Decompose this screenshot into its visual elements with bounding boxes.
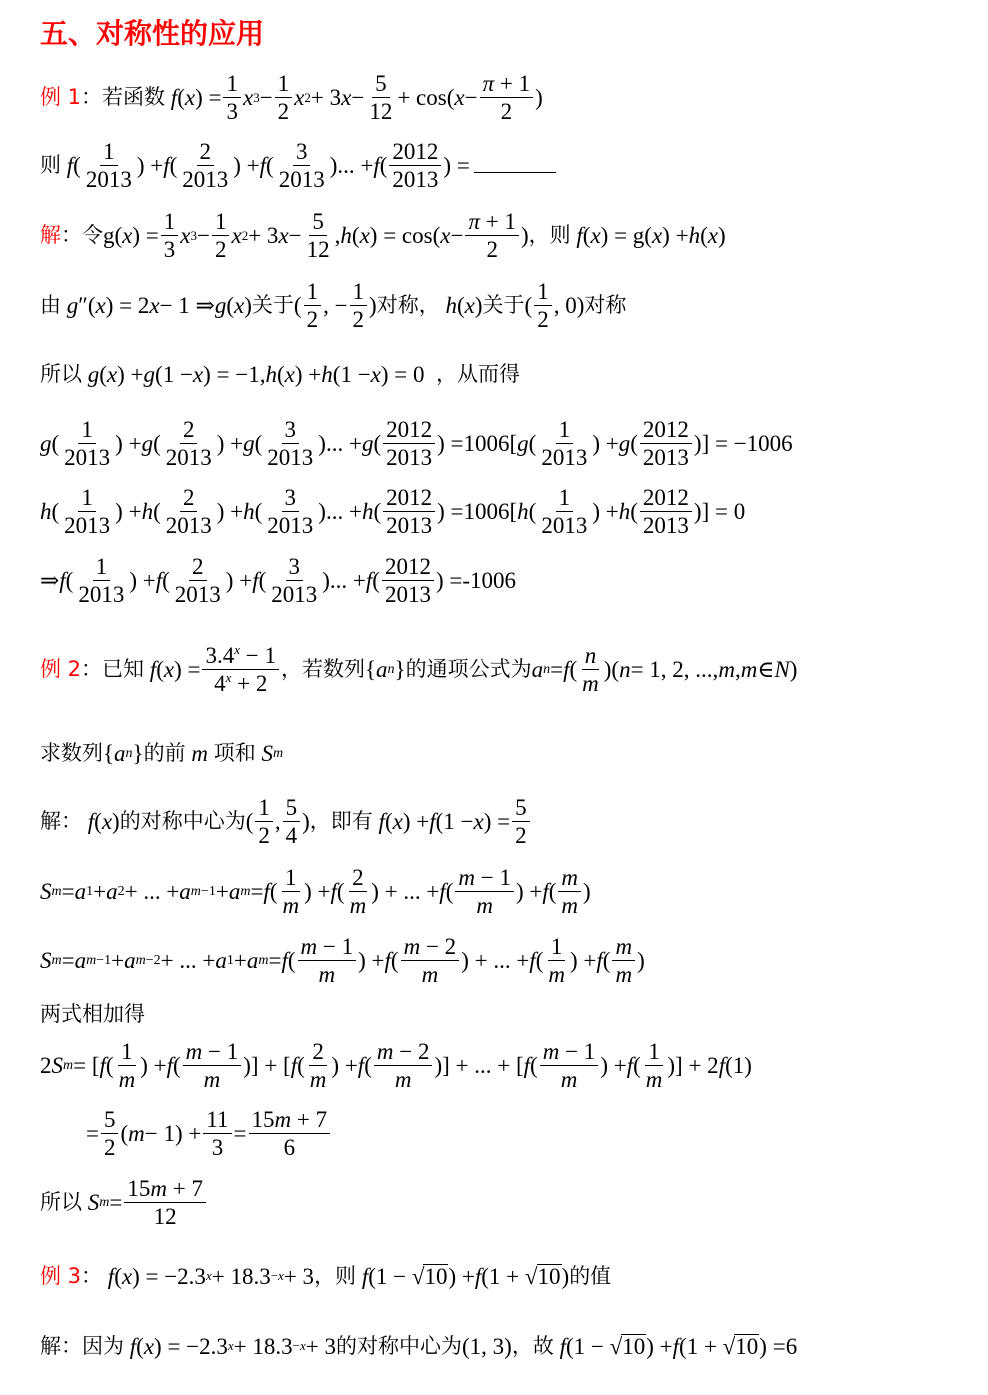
ex2-sum1: S m = a 1 + a 2 + ... + a m−1 + a m = f ( $\frac{1}{m}$ ) + f ( $\frac{2}{m}$ ) + ... + f ( $\frac{m - 1}{m}$ ) + f ( $\frac{m}{m}$ ) (40, 865, 591, 918)
ex1-label: 例 1 (40, 85, 82, 109)
ex1-h-sum: h ( $\frac{1}{2013}$ ) + h ( $\frac{2}{2013}$ ) + h ( $\frac{3}{2013}$ )... + h ( $\frac{2012}{2013}$ ) = 1006 [ h ( $\frac{1}{2013}$ ) + h ( $\frac{2012}{2013}$ )] = 0 (40, 485, 746, 538)
ex2-add-text: 两式相加得 (40, 1002, 145, 1026)
ex2-2sm: 2 S m = [ f ( $\frac{1}{m}$ ) + f ( $\frac{m - 1}{m}$ )] + [ f ( $\frac{2}{m}$ ) + f ( $\frac{m - 2}{m}$ )] + ... + [ f ( $\frac{m - 1}{m}$ ) + f ( $\frac{1}{m}$ )] + 2 f (1) (40, 1039, 752, 1092)
answer-blank (474, 158, 556, 173)
ex1-f-result: ⇒ f ( $\frac{1}{2013}$ ) + f ( $\frac{2}{2013}$ ) + f ( $\frac{3}{2013}$ )... + f ( $\frac{2012}{2013}$ ) = -1006 (40, 554, 517, 607)
ex3-solution-line: 解：因为 f ( x ) = −2.3 x + 18.3 −x + 3 的对称中心为 (1, 3) ，故 f (1 − √ 10 ) + f (1 + √ 10 ) = 6 (40, 1333, 798, 1359)
ex1-g-sum: g ( $\frac{1}{2013}$ ) + g ( $\frac{2}{2013}$ ) + g ( $\frac{3}{2013}$ )... + g ( $\frac{2012}{2013}$ ) = 1006 [ g ( $\frac{1}{2013}$ ) + g ( $\frac{2012}{2013}$ )] = −1006 (40, 417, 793, 470)
ex2-solution-line: 解： f ( x ) 的对称中心为 ( $\frac{1}{2}$ , $\frac{5}{4}$ ) ，即有 f ( x ) + f (1 − x ) = $\frac{5}{2}$ (40, 796, 532, 847)
ex2-problem-line: 例 2 ：已知 f ( x ) = $\frac{3.4^x - 1}{4^x + 2}$ ，若数列 { a n } 的通项公式为 a n = f ( $\frac{n}{m}$ )( n = 1, 2, ..., m , m ∈ N ) (40, 642, 798, 696)
ex2-ask-line: 求数列 { a n } 的前 m 项和 S m (40, 741, 284, 766)
ex2-sum2: S m = a m−1 + a m−2 + ... + a 1 + a m = f ( $\frac{m - 1}{m}$ ) + f ( $\frac{m - 2}{m}$ ) + ... + f ( $\frac{1}{m}$ ) + f ( $\frac{m}{m}$ ) (40, 934, 645, 987)
ex1-so-line: 所以 g ( x ) + g (1 − x ) = −1, h ( x ) + h (1 − x ) = 0 ，从而得 (40, 362, 521, 387)
ex1-question-line: 则 f ( $\frac{1}{2013}$ ) + f ( $\frac{2}{2013}$ ) + f ( $\frac{3}{2013}$ )... + f ( $\frac{2012}{2013}$ ) = (40, 140, 556, 191)
ex3-problem-line: 例 3 ： f ( x ) = −2.3 x + 18.3 −x + 3 ，则 f (1 − √ 10 ) + f (1 + √ 10 ) 的值 (40, 1263, 612, 1289)
section-title: 五、对称性的应用 (40, 17, 265, 50)
ex1-solution-line: 解 ： 令 g( x ) = $\frac{1}{3}$ x 3 − $\frac{1}{2}$ x 2 + 3 x − $\frac{5}{12}$ , h ( x ) = cos( x − $\frac{\pi + 1}{2}$ ) ，则 f ( x ) = g( x ) + h ( x ) (40, 209, 726, 262)
ex2-2sm-result: = $\frac{5}{2}$ ( m − 1) + $\frac{11}{3}$ = $\frac{15m + 7}{6}$ (86, 1108, 332, 1159)
ex1-problem-line: 例 1 ： 若函数 f ( x ) = $\frac{1}{3}$ x 3 − $\frac{1}{2}$ x 2 + 3 x − $\frac{5}{12}$ + cos( x − $\frac{\pi + 1}{2}$ ) (40, 71, 543, 124)
ex2-final: 所以 S m = $\frac{15m + 7}{12}$ (40, 1177, 208, 1228)
ex2-label: 例 2 (40, 657, 82, 681)
ex1-derivative-line: 由 g ″( x ) = 2 x − 1 ⇒ g ( x ) 关于 ( $\frac{1}{2}$ , − $\frac{1}{2}$ ) 对称 ， h ( x ) 关于 ( $\frac{1}{2}$ , 0) 对称 (40, 279, 627, 332)
ex3-label: 例 3 (40, 1263, 82, 1288)
